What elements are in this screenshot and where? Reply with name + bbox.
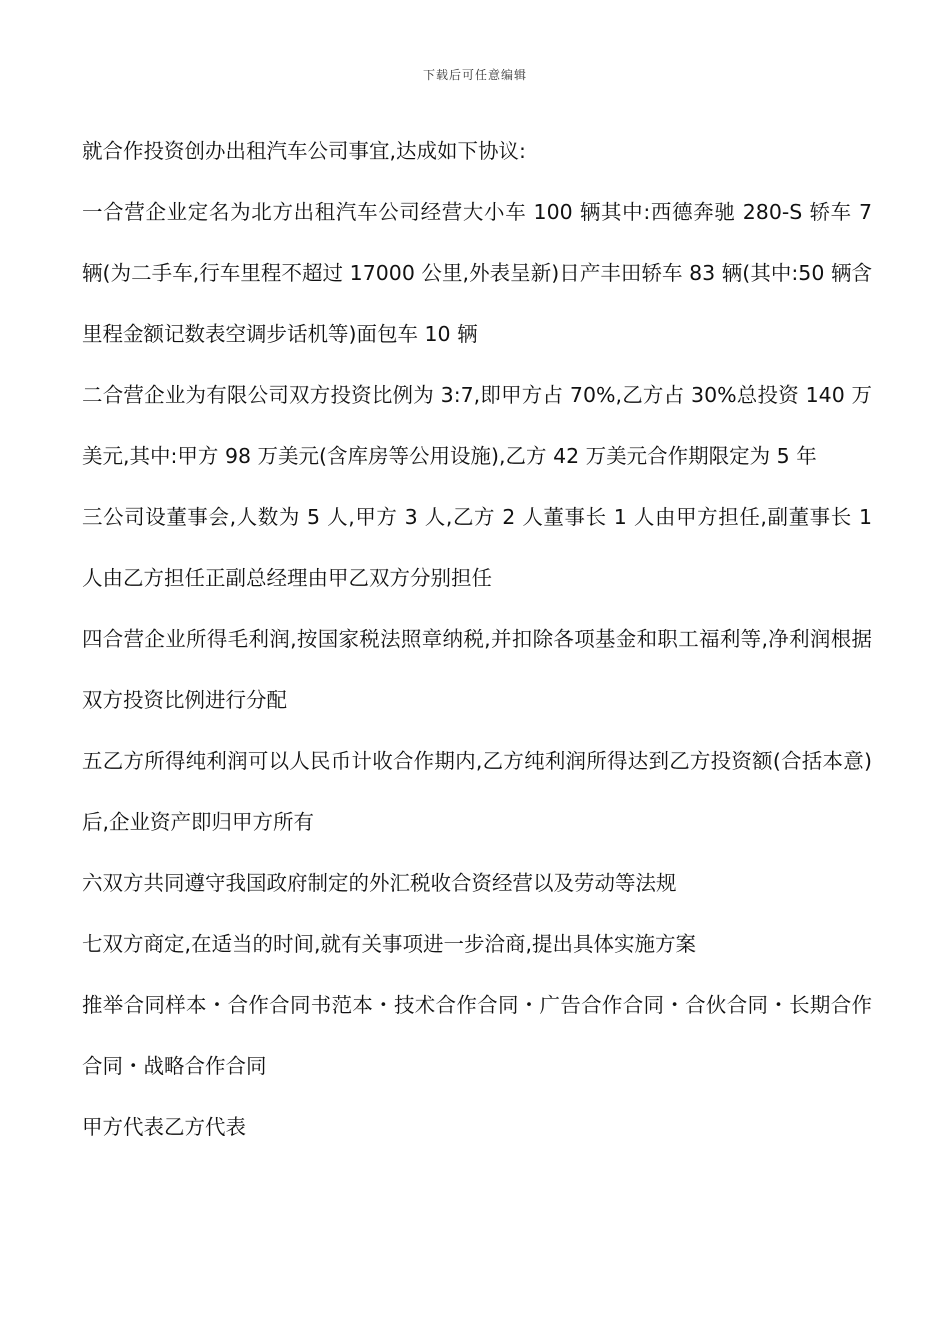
page-header-note: 下载后可任意编辑 [422,68,527,82]
clause-4-paragraph: 四合营企业所得毛利润,按国家税法照章纳税,并扣除各项基金和职工福利等,净利润根据双方投资比例进行分配 [82,627,872,712]
clause-1-paragraph: 一合营企业定名为北方出租汽车公司经营大小车 100 辆其中:西德奔驰 280-S 轿车 7 辆(为二手车,行车里程不超过 17000 公里,外表呈新)日产丰田轿车 83 辆(其中:50 辆含里程金额记数表空调步话机等)面包车 10 辆 [82,200,872,346]
clause-6-paragraph: 六双方共同遵守我国政府制定的外汇税收合资经营以及劳动等法规 [82,871,677,895]
clause-2-paragraph: 二合营企业为有限公司双方投资比例为 3:7,即甲方占 70%,乙方占 30%总投资 140 万美元,其中:甲方 98 万美元(含库房等公用设施),乙方 42 万美元合作期限定为 5 年 [82,383,872,468]
clause-3-paragraph: 三公司设董事会,人数为 5 人,甲方 3 人,乙方 2 人董事长 1 人由甲方担任,副董事长 1 人由乙方担任正副总经理由甲乙双方分别担任 [82,505,872,590]
signature-paragraph: 甲方代表乙方代表 [82,1115,246,1139]
document-body [82,121,872,1158]
clause-5-paragraph: 五乙方所得纯利润可以人民币计收合作期内,乙方纯利润所得达到乙方投资额(合括本意)后,企业资产即归甲方所有 [82,749,872,834]
recommended-contracts-paragraph: 推举合同样本・合作合同书范本・技术合作合同・广告合作合同・合伙合同・长期合作合同・战略合作合同 [82,993,872,1078]
clause-7-paragraph: 七双方商定,在适当的时间,就有关事项进一步洽商,提出具体实施方案 [82,932,697,956]
intro-paragraph: 就合作投资创办出租汽车公司事宜,达成如下协议: [82,139,526,163]
